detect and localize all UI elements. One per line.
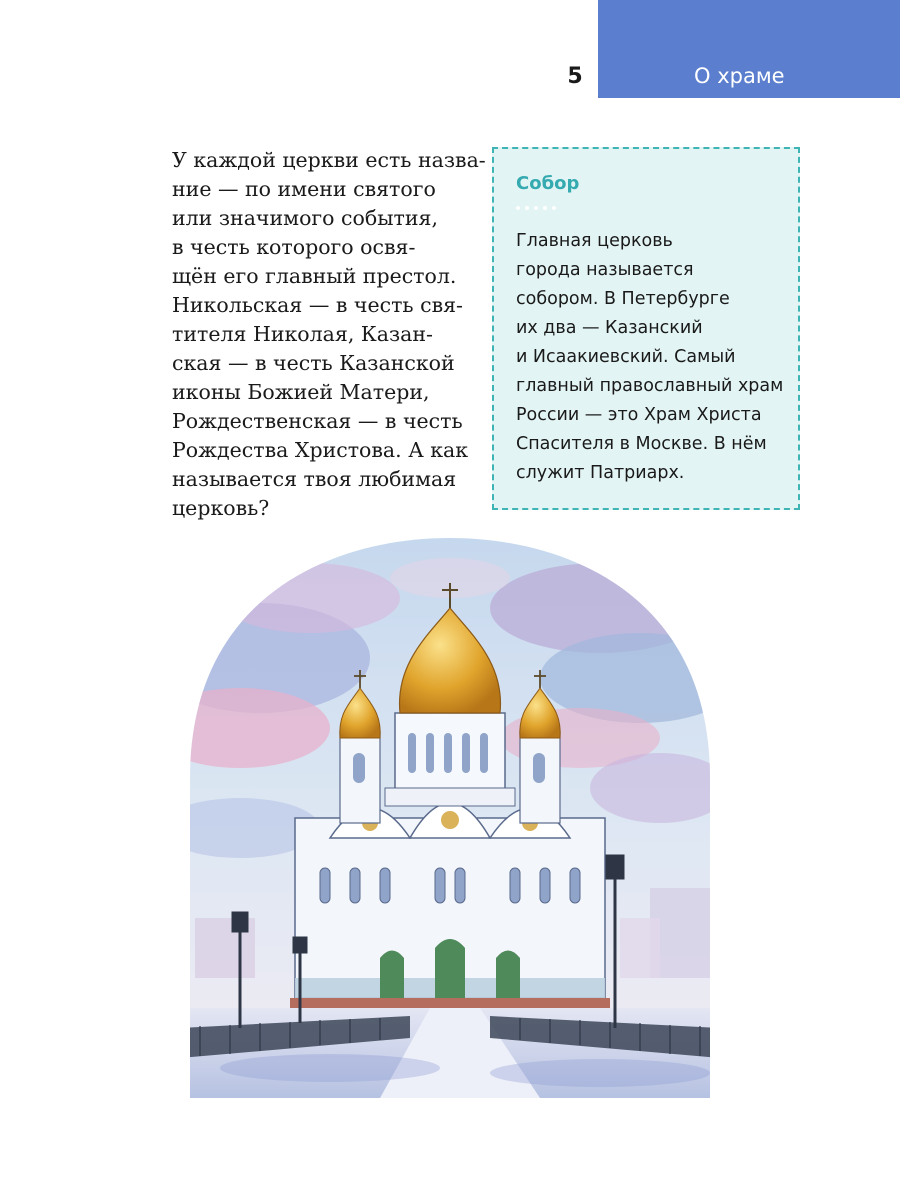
text-line: тителя Николая, Казан-: [172, 322, 433, 346]
text-line: Никольская — в честь свя-: [172, 293, 463, 317]
text-line: в честь которого освя-: [172, 235, 416, 259]
sidebar-line: России — это Храм Христа: [516, 405, 762, 425]
sidebar-line: собором. В Петербурге: [516, 289, 730, 309]
section-tab: [598, 0, 900, 98]
main-text: [172, 146, 486, 523]
section-title: О храме: [694, 64, 785, 88]
text-line: или значимого события,: [172, 206, 438, 230]
text-line: ние — по имени святого: [172, 177, 436, 201]
page-number: 5: [567, 64, 583, 89]
text-line: церковь?: [172, 496, 270, 520]
sidebar-line: главный православный храм: [516, 376, 784, 396]
sidebar-line: Спасителя в Москве. В нём: [516, 434, 767, 454]
text-line: иконы Божией Матери,: [172, 380, 430, 404]
sidebar-line: Главная церковь: [516, 231, 673, 251]
text-line: ская — в честь Казанской: [172, 351, 455, 375]
sidebar-line: и Исаакиевский. Самый: [516, 347, 736, 367]
text-line: называется твоя любимая: [172, 467, 457, 491]
sidebar-text: [516, 227, 783, 488]
sidebar-line: служит Патриарх.: [516, 463, 685, 483]
sidebar-line: города называется: [516, 260, 694, 280]
text-line: У каждой церкви есть назва-: [172, 148, 486, 172]
sidebar-box: [492, 147, 800, 510]
sidebar-line: их два — Казанский: [516, 318, 703, 338]
text-line: Рождественская — в честь: [172, 409, 463, 433]
sidebar-title: Собор: [516, 173, 580, 194]
text-line: Рождества Христова. А как: [172, 438, 469, 462]
text-line: щён его главный престол.: [172, 264, 457, 288]
title-dots: [516, 197, 561, 215]
cathedral-illustration: [180, 538, 720, 1098]
